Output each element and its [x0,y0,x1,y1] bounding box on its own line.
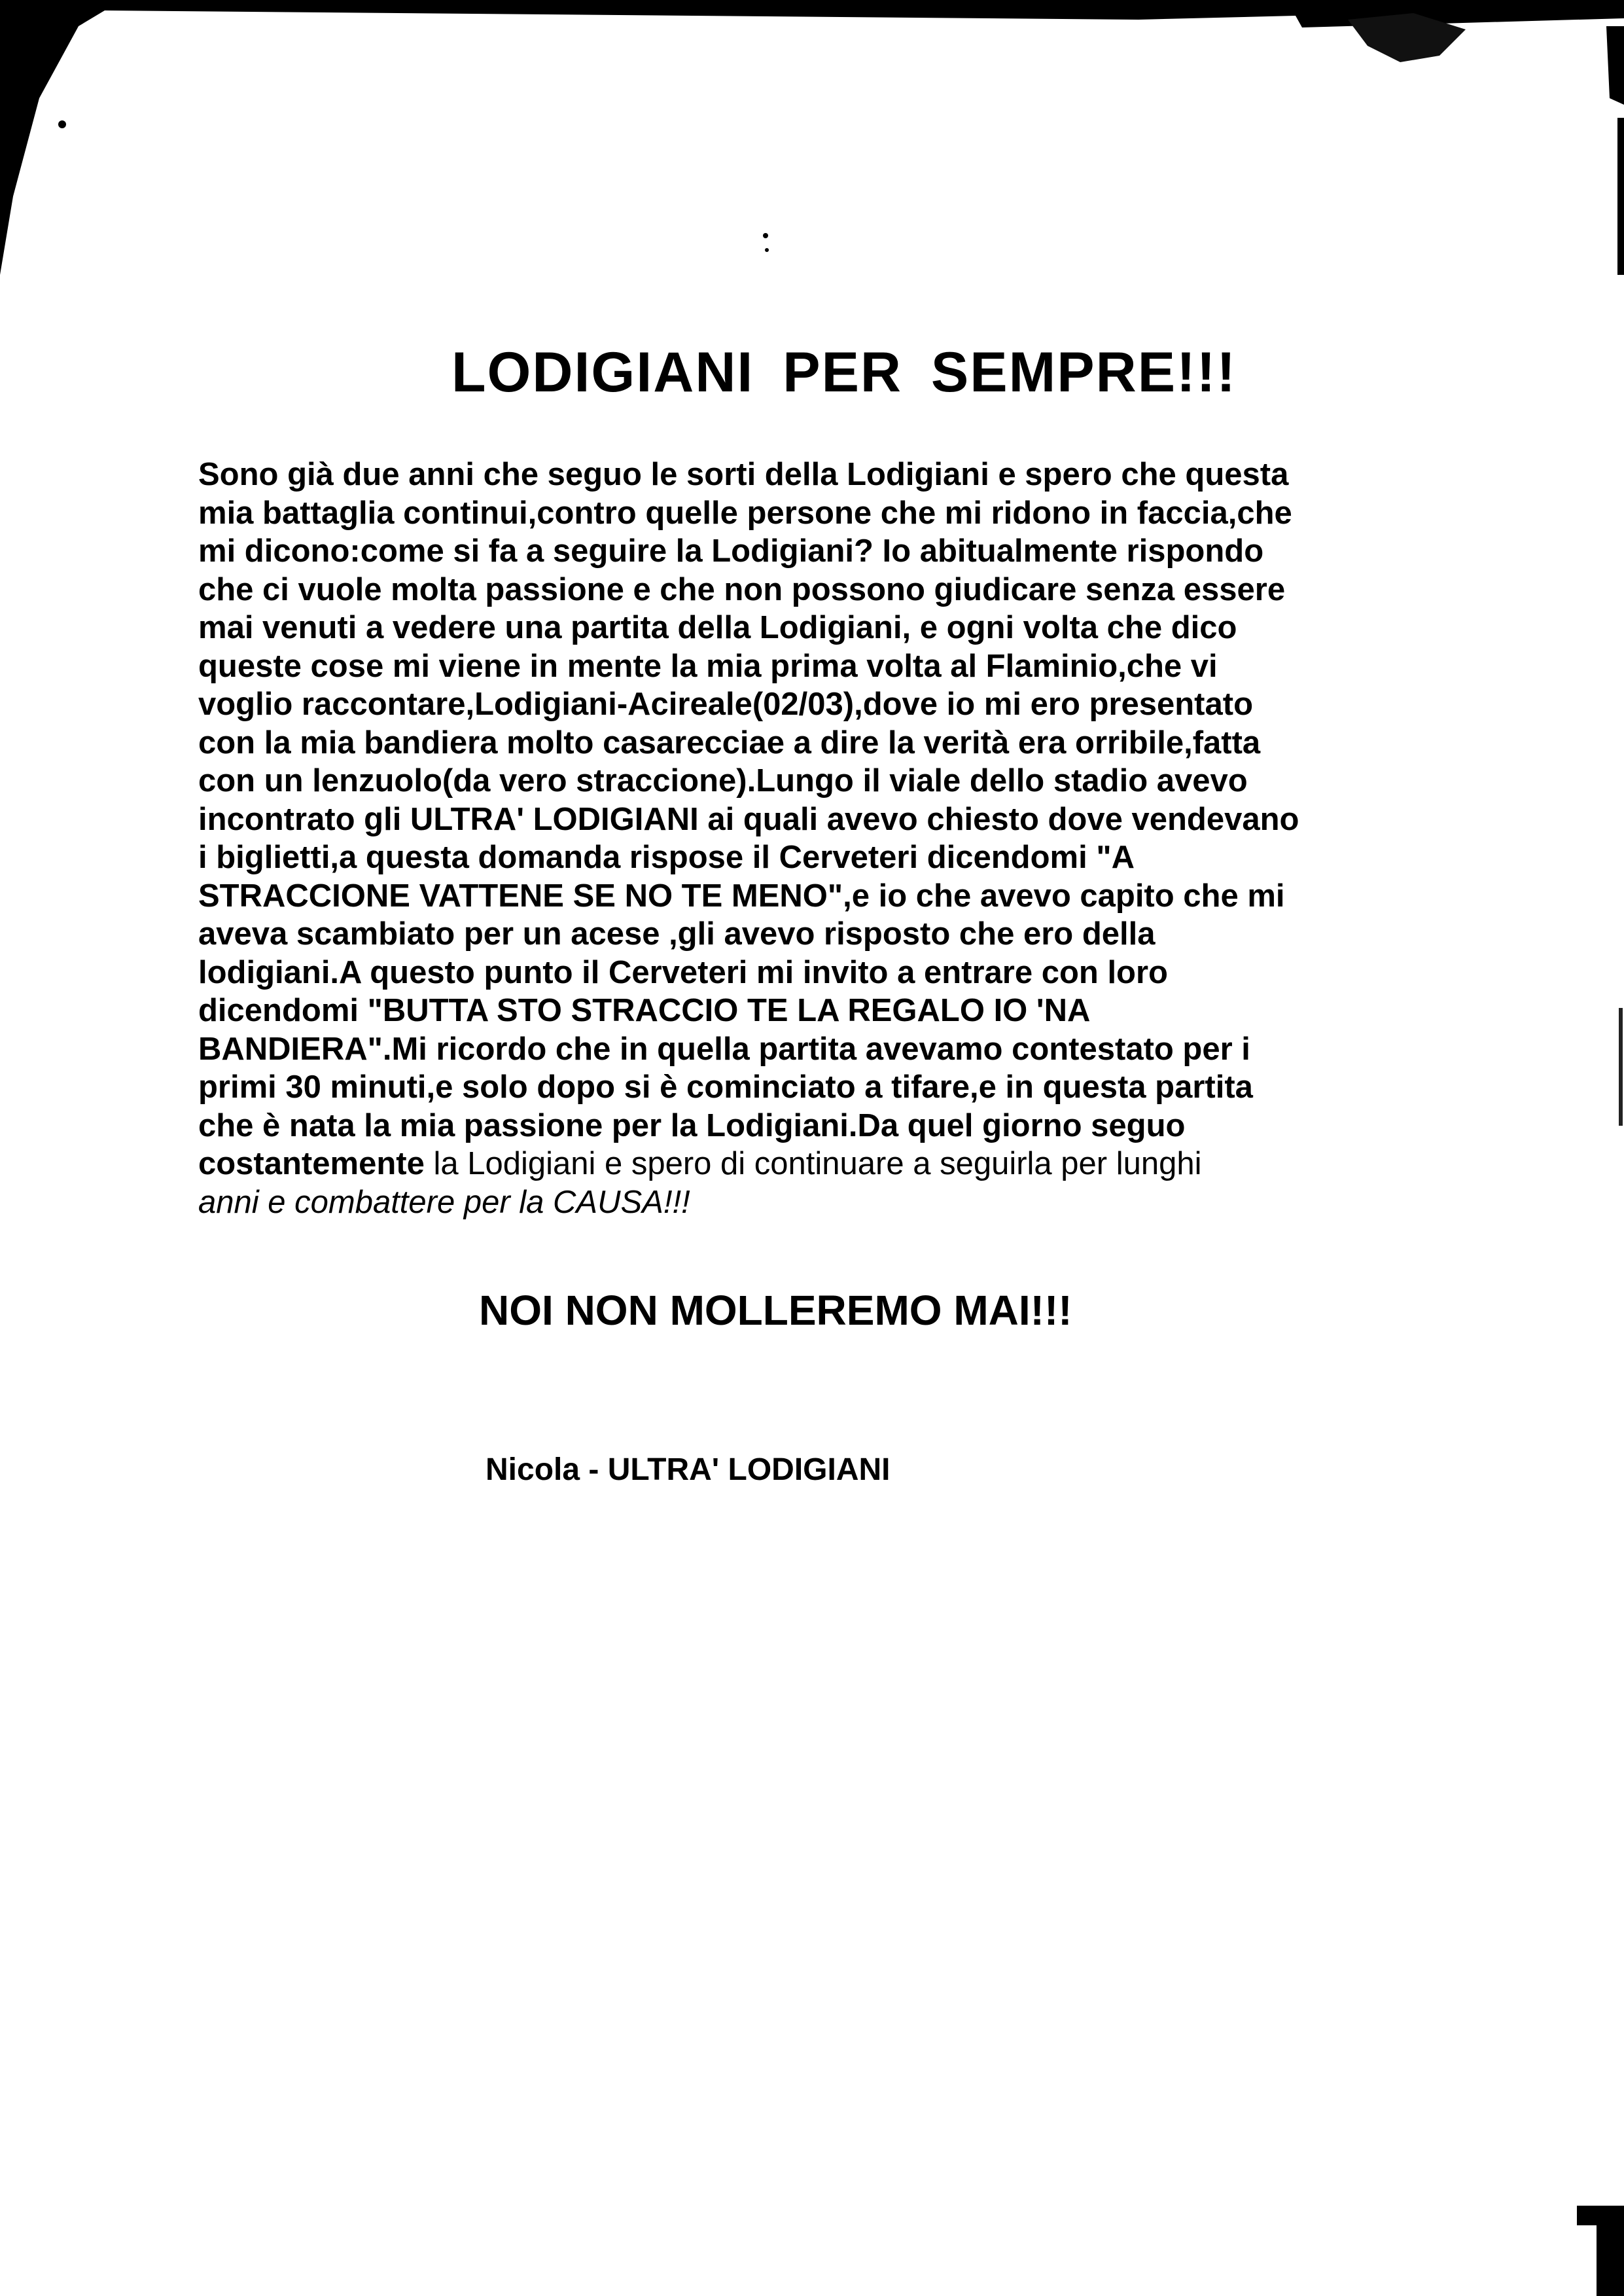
body-line: mi dicono:come si fa a seguire la Lodigiani? Io abitualmente rispondo [198,533,1264,569]
body-line: mai venuti a vedere una partita della Lodigiani, e ogni volta che dico [198,610,1237,645]
body-line: BANDIERA".Mi ricordo che in quella partita avevamo contestato per i [198,1031,1250,1067]
body-line: mia battaglia continui,contro quelle persone che mi ridono in faccia,che [198,495,1292,531]
body-line: voglio raccontare,Lodigiani-Acireale(02/03),dove io mi ero presentato [198,687,1253,722]
document-title: LODIGIANI PER SEMPRE!!! [451,341,1237,404]
body-line: con un lenzuolo(da vero straccione).Lungo il viale dello stadio avevo [198,763,1248,798]
body-line: dicendomi "BUTTA STO STRACCIO TE LA REGALO IO 'NA [198,993,1091,1028]
body-line-19-rest: la Lodigiani e spero di continuare a seguirla per lunghi [424,1146,1202,1181]
body-line-20: anni e combattere per la CAUSA!!! [198,1184,690,1220]
slogan: NOI NON MOLLEREMO MAI!!! [479,1287,1072,1334]
body-line: incontrato gli ULTRA' LODIGIANI ai quali avevo chiesto dove vendevano [198,801,1299,837]
body-line: Sono già due anni che seguo le sorti della Lodigiani e spero che questa [198,457,1289,492]
body-line: con la mia bandiera molto casarecciae a dire la verità era orribile,fatta [198,725,1261,761]
body-line: che ci vuole molta passione e che non possono giudicare senza essere [198,571,1286,607]
body-line: primi 30 minuti,e solo dopo si è cominciato a tifare,e in questa partita [198,1069,1253,1105]
signature: Nicola - ULTRA' LODIGIANI [485,1452,891,1487]
body-line: lodigiani.A questo punto il Cerveteri mi invito a entrare con loro [198,954,1168,990]
body-line-19 [198,1145,1350,1183]
body-line: aveva scambiato per un acese ,gli avevo risposto che ero della [198,916,1156,952]
body-line: che è nata la mia passione per la Lodigiani.Da quel giorno seguo [198,1107,1186,1143]
document-body [198,456,1350,1221]
body-line: i biglietti,a questa domanda rispose il Cerveteri dicendomi "A [198,840,1135,875]
body-line: queste cose mi viene in mente la mia prima volta al Flaminio,che vi [198,648,1218,684]
body-line: STRACCIONE VATTENE SE NO TE MENO",e io che avevo capito che mi [198,878,1285,914]
body-line-19-bold: costantemente [198,1146,425,1181]
